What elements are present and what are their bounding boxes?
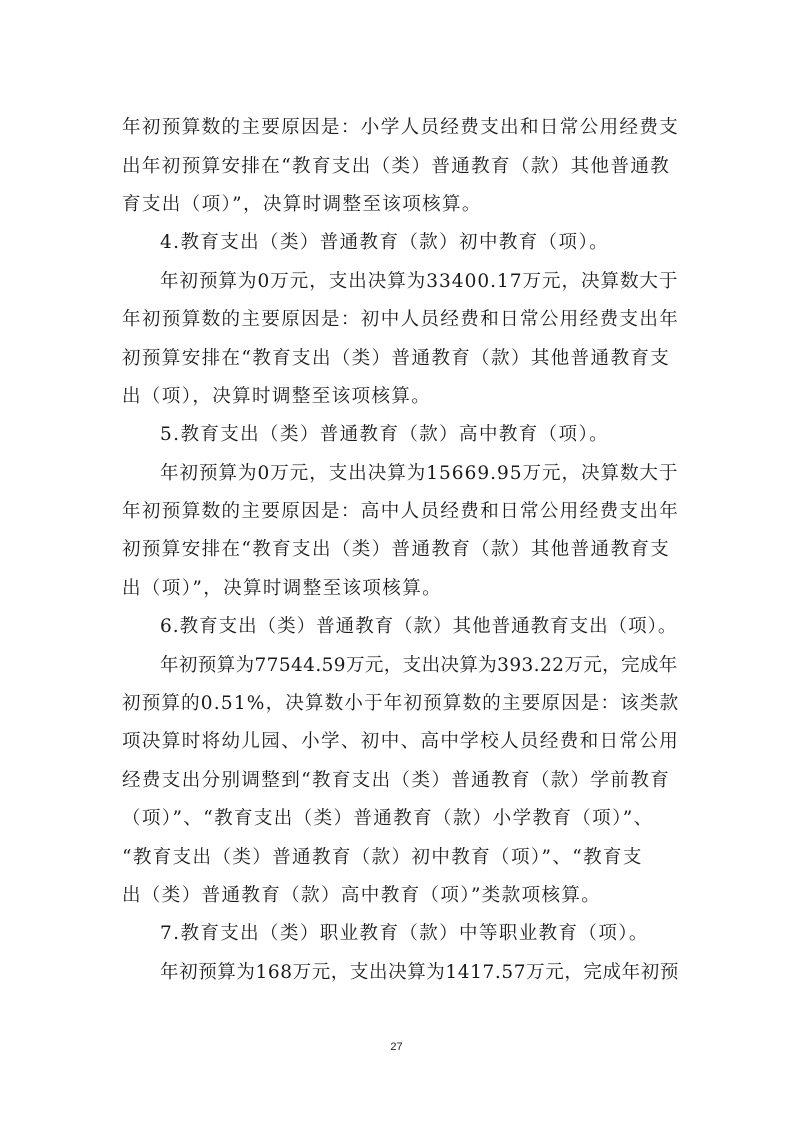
section-heading-4: 4.教育支出（类）普通教育（款）初中教育（项）。 bbox=[160, 232, 610, 253]
text-line: 出年初预算安排在“教育支出（类）普通教育（款）其他普通教 bbox=[122, 156, 671, 177]
text-line: 年初预算数的主要原因是：小学人员经费支出和日常公用经费支 bbox=[122, 117, 680, 138]
text-line: 年初预算为77544.59万元，支出决算为393.22万元，完成年 bbox=[160, 655, 678, 676]
text-line: 年初预算为0万元，支出决算为15669.95万元，决算数大于 bbox=[160, 463, 679, 484]
text-line: 年初预算为0万元，支出决算为33400.17万元，决算数大于 bbox=[160, 271, 679, 292]
text-line: 出（项），决算时调整至该项核算。 bbox=[122, 386, 432, 407]
section-heading-5: 5.教育支出（类）普通教育（款）高中教育（项）。 bbox=[160, 424, 610, 445]
text-line: 出（项）”，决算时调整至该项核算。 bbox=[122, 578, 443, 599]
section-heading-6: 6.教育支出（类）普通教育（款）其他普通教育支出（项）。 bbox=[160, 616, 678, 637]
text-line: 年初预算数的主要原因是：初中人员经费和日常公用经费支出年 bbox=[122, 309, 680, 330]
text-line: 经费支出分别调整到“教育支出（类）普通教育（款）学前教育 bbox=[122, 770, 671, 791]
page-number: 27 bbox=[390, 1041, 403, 1053]
section-heading-7: 7.教育支出（类）职业教育（款）中等职业教育（项）。 bbox=[160, 923, 649, 944]
text-line: 初预算安排在“教育支出（类）普通教育（款）其他普通教育支 bbox=[122, 539, 671, 560]
text-line: （项）”、“教育支出（类）普通教育（款）小学教育（项）”、 bbox=[122, 808, 654, 829]
text-line: 年初预算为168万元，支出决算为1417.57万元，完成年初预 bbox=[160, 962, 679, 983]
text-line: 出（类）普通教育（款）高中教育（项）”类款项核算。 bbox=[122, 885, 602, 906]
text-line: “教育支出（类）普通教育（款）初中教育（项）”、“教育支 bbox=[122, 847, 643, 868]
text-line: 初预算安排在“教育支出（类）普通教育（款）其他普通教育支 bbox=[122, 348, 671, 369]
text-line: 年初预算数的主要原因是：高中人员经费和日常公用经费支出年 bbox=[122, 501, 680, 522]
text-line: 育支出（项）”，决算时调整至该项核算。 bbox=[122, 194, 482, 215]
text-line: 初预算的0.51%，决算数小于年初预算数的主要原因是：该类款 bbox=[122, 693, 680, 714]
text-line: 项决算时将幼儿园、小学、初中、高中学校人员经费和日常公用 bbox=[122, 731, 680, 752]
